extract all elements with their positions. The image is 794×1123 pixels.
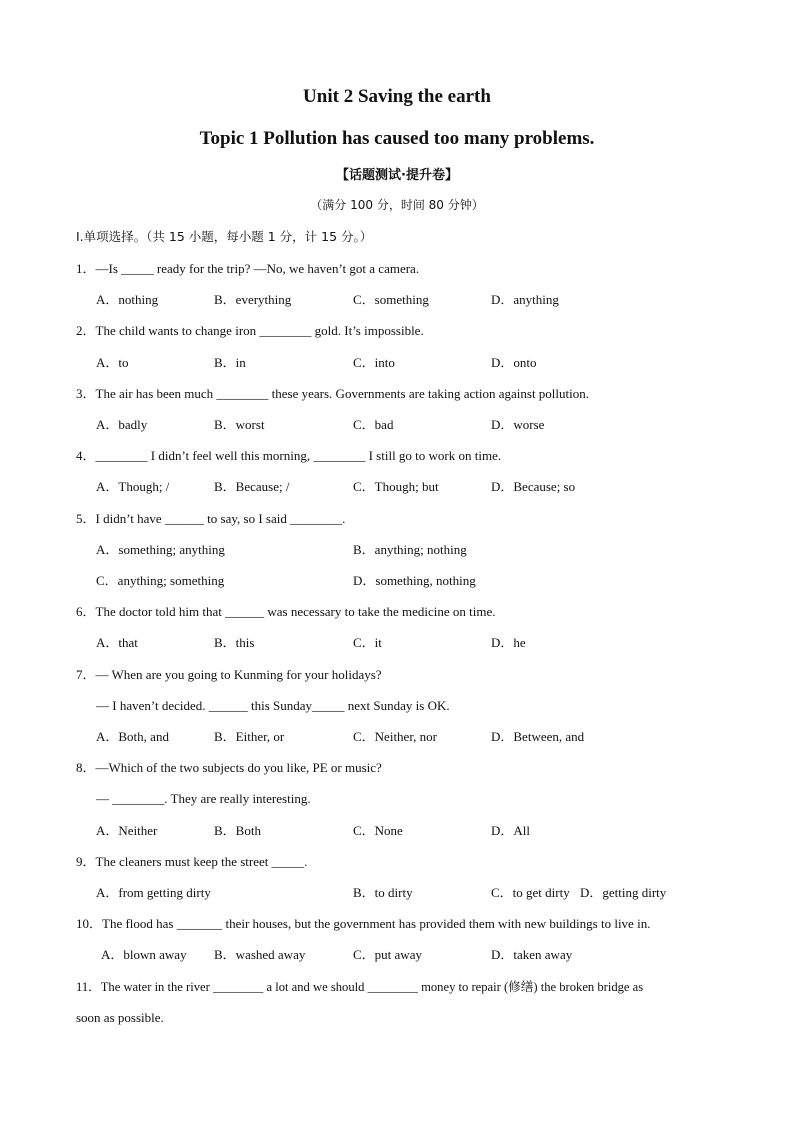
question-2: 2．The child wants to change iron ________ gold. It’s impossible. (76, 323, 424, 338)
q1-option-a: A．nothing (96, 292, 159, 307)
q9-option-a: A．from getting dirty (96, 885, 211, 900)
q5-option-d: D．something, nothing (353, 573, 476, 588)
q2-option-d: D．onto (491, 355, 537, 370)
q7-option-d: D．Between, and (491, 729, 585, 744)
q1-option-c: C．something (353, 292, 429, 307)
q4-option-c: C．Though; but (353, 479, 439, 494)
q3-option-a: A．badly (96, 417, 148, 432)
q6-option-b: B．this (214, 635, 255, 650)
question-5: 5．I didn’t have ______ to say, so I said ________. (76, 511, 346, 526)
q6-option-d: D．he (491, 635, 526, 650)
q4-option-a: A．Though; / (96, 479, 170, 494)
q9-option-c: C．to get dirty (491, 885, 570, 900)
q8-option-a: A．Neither (96, 823, 158, 838)
q1-option-b: B．everything (214, 292, 292, 307)
q1-option-d: D．anything (491, 292, 559, 307)
q4-option-b: B．Because; / (214, 479, 290, 494)
score-time-info: （满分 100 分，时间 80 分钟） (310, 198, 484, 212)
q7-option-a: A．Both, and (96, 729, 169, 744)
question-7-reply: — I haven’t decided. ______ this Sunday_____ next Sunday is OK. (96, 698, 450, 713)
question-4: 4．________ I didn’t feel well this morning, ________ I still go to work on time. (76, 448, 502, 463)
q3-option-d: D．worse (491, 417, 545, 432)
question-1: 1．—Is _____ ready for the trip? —No, we haven’t got a camera. (76, 261, 420, 276)
question-3: 3．The air has been much ________ these years. Governments are taking action against pollution. (76, 386, 589, 401)
q7-option-c: C．Neither, nor (353, 729, 437, 744)
q8-option-b: B．Both (214, 823, 261, 838)
q10-option-b: B．washed away (214, 947, 306, 962)
question-8-reply: — ________. They are really interesting. (96, 791, 311, 806)
q6-option-a: A．that (96, 635, 138, 650)
question-11-continued: soon as possible. (76, 1010, 164, 1025)
q6-option-c: C．it (353, 635, 382, 650)
test-tag: 【话题测试·提升卷】 (336, 168, 458, 183)
question-7: 7．— When are you going to Kunming for your holidays? (76, 667, 382, 682)
q5-option-a: A．something; anything (96, 542, 225, 557)
q8-option-c: C．None (353, 823, 403, 838)
q9-option-b: B．to dirty (353, 885, 413, 900)
q10-option-c: C．put away (353, 947, 422, 962)
q10-option-d: D．taken away (491, 947, 573, 962)
question-10: 10．The flood has _______ their houses, but the government has provided them with new buildings to live in. (76, 916, 651, 931)
q7-option-b: B．Either, or (214, 729, 285, 744)
q3-option-c: C．bad (353, 417, 394, 432)
q5-option-c: C．anything; something (96, 573, 225, 588)
q10-option-a: A．blown away (101, 947, 187, 962)
q8-option-d: D．All (491, 823, 531, 838)
q2-option-a: A．to (96, 355, 129, 370)
unit-title: Unit 2 Saving the earth (303, 86, 491, 107)
topic-title: Topic 1 Pollution has caused too many problems. (199, 128, 595, 149)
question-11: 11．The water in the river ________ a lot and we should ________ money to repair (修缮) the broken bridge as (76, 980, 644, 994)
q9-option-d: D．getting dirty (580, 885, 667, 900)
q2-option-c: C．into (353, 355, 395, 370)
question-9: 9．The cleaners must keep the street _____. (76, 854, 308, 869)
question-8: 8．—Which of the two subjects do you like, PE or music? (76, 760, 382, 775)
q4-option-d: D．Because; so (491, 479, 576, 494)
question-6: 6．The doctor told him that ______ was necessary to take the medicine on time. (76, 604, 496, 619)
q3-option-b: B．worst (214, 417, 265, 432)
q5-option-b: B．anything; nothing (353, 542, 467, 557)
section-heading: I.单项选择。（共 15 小题，每小题 1 分，计 15 分。） (76, 229, 373, 244)
q2-option-b: B．in (214, 355, 246, 370)
